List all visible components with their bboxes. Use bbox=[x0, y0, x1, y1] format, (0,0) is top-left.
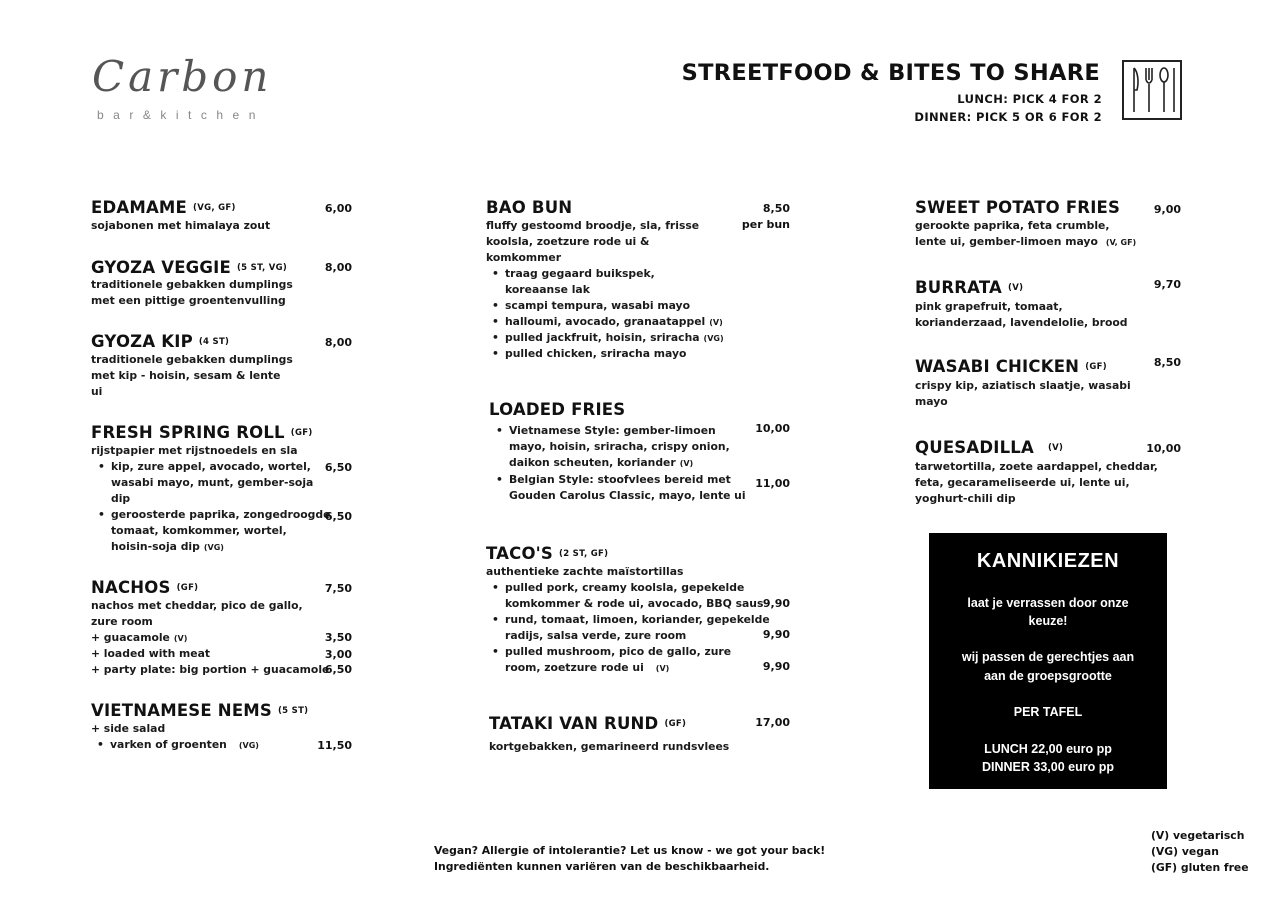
gyoza-kip-price: 8,00 bbox=[324, 336, 352, 349]
nachos-extra-price: 3,00 bbox=[324, 648, 352, 661]
burrata-desc: pink grapefruit, tomaat, bbox=[915, 300, 1063, 313]
gyoza-kip-desc: traditionele gebakken dumplings bbox=[91, 353, 293, 366]
footer-allergy: Vegan? Allergie of intolerantie? Let us know - we got your back! bbox=[434, 844, 826, 857]
loaded-fries-price: 10,00 bbox=[755, 422, 790, 435]
list-item: • pulled mushroom, pico de gallo, zure bbox=[505, 644, 731, 660]
spring-roll-price: 6,50 bbox=[324, 461, 352, 474]
nachos-extra: + party plate: big portion + guacamole bbox=[91, 663, 330, 676]
gyoza-kip-desc: ui bbox=[91, 385, 103, 398]
kannikiezen-title: KANNIKIEZEN bbox=[976, 550, 1120, 572]
nachos-extra: + guacamole (V) bbox=[91, 631, 188, 644]
logo-subtitle: bar&kitchen bbox=[97, 108, 265, 122]
tacos-price: 9,90 bbox=[762, 628, 790, 641]
burrata-price: 9,70 bbox=[1153, 278, 1181, 291]
kannikiezen-text: PER TAFEL bbox=[1013, 705, 1083, 719]
nachos-extra-price: 3,50 bbox=[324, 631, 352, 644]
list-item: • Vietnamese Style: gember-limoen bbox=[509, 423, 716, 439]
loaded-fries-title: LOADED FRIES bbox=[489, 400, 626, 419]
spring-roll-title: FRESH SPRING ROLL (GF) bbox=[91, 423, 313, 442]
bao-desc: fluffy gestoomd broodje, sla, frisse bbox=[486, 219, 700, 232]
list-item: komkommer & rode ui, avocado, BBQ saus bbox=[505, 597, 764, 610]
nachos-desc: zure room bbox=[91, 615, 153, 628]
list-item: wasabi mayo, munt, gember-soja bbox=[111, 476, 314, 489]
list-item: Gouden Carolus Classic, mayo, lente ui bbox=[509, 489, 746, 502]
gyoza-kip-title: GYOZA KIP (4 ST) bbox=[91, 332, 230, 351]
list-item: • halloumi, avocado, granaatappel (V) bbox=[505, 314, 723, 331]
tataki-title: TATAKI VAN RUND (GF) bbox=[489, 714, 687, 733]
legend-vegan: (VG) vegan bbox=[1151, 845, 1219, 858]
bao-price: 8,50 bbox=[762, 202, 790, 215]
nems-title: VIETNAMESE NEMS (5 ST) bbox=[91, 701, 309, 720]
legend-vegetarian: (V) vegetarisch bbox=[1151, 829, 1245, 842]
list-item: • traag gegaard buikspek, bbox=[505, 266, 655, 282]
sweet-potato-desc: gerookte paprika, feta crumble, bbox=[915, 219, 1110, 232]
list-item: • scampi tempura, wasabi mayo bbox=[505, 298, 690, 314]
tacos-title: TACO'S (2 ST, GF) bbox=[486, 544, 609, 563]
tacos-price: 9,90 bbox=[762, 660, 790, 673]
nachos-title: NACHOS (GF) bbox=[91, 578, 199, 597]
edamame-title: EDAMAME (VG, GF) bbox=[91, 198, 236, 217]
nachos-extra: + loaded with meat bbox=[91, 647, 211, 660]
list-item: radijs, salsa verde, zure room bbox=[505, 629, 687, 642]
spring-roll-price: 6,50 bbox=[324, 510, 352, 523]
bao-title: BAO BUN bbox=[486, 198, 573, 217]
footer-ingredients: Ingrediënten kunnen variëren van de beschikbaarheid. bbox=[434, 860, 770, 873]
lunch-rule: LUNCH: PICK 4 FOR 2 bbox=[957, 92, 1102, 106]
list-item: • geroosterde paprika, zongedroogde bbox=[111, 507, 330, 523]
cutlery-icon bbox=[1122, 60, 1182, 120]
legend-gluten-free: (GF) gluten free bbox=[1151, 861, 1249, 874]
list-item: • pulled pork, creamy koolsla, gepekelde bbox=[505, 580, 744, 596]
list-item: tomaat, komkommer, wortel, bbox=[111, 524, 287, 537]
gyoza-kip-desc: met kip - hoisin, sesam & lente bbox=[91, 369, 281, 382]
sweet-potato-desc: lente ui, gember-limoen mayo (V, GF) bbox=[915, 235, 1137, 248]
sweet-potato-price: 9,00 bbox=[1153, 203, 1181, 216]
dinner-rule: DINNER: PICK 5 OR 6 FOR 2 bbox=[914, 110, 1102, 124]
quesadilla-desc: yoghurt-chili dip bbox=[915, 492, 1016, 505]
list-item: • varken of groenten (VG) bbox=[110, 737, 259, 754]
list-item: • rund, tomaat, limoen, koriander, gepekelde bbox=[505, 612, 770, 628]
gyoza-veggie-desc: traditionele gebakken dumplings bbox=[91, 278, 293, 291]
bao-desc: komkommer bbox=[486, 251, 562, 264]
wasabi-chicken-price: 8,50 bbox=[1153, 356, 1181, 369]
bao-desc: koolsla, zoetzure rode ui & bbox=[486, 235, 650, 248]
list-item: room, zoetzure rode ui (V) bbox=[505, 661, 670, 674]
list-item: • pulled chicken, sriracha mayo bbox=[505, 346, 686, 362]
logo-script: Carbon bbox=[92, 52, 273, 101]
tacos-price: 9,90 bbox=[762, 597, 790, 610]
nems-price: 11,50 bbox=[317, 739, 352, 752]
list-item: • pulled jackfruit, hoisin, sriracha (VG) bbox=[505, 330, 724, 347]
quesadilla-desc: feta, gecarameliseerde ui, lente ui, bbox=[915, 476, 1130, 489]
nachos-extra-price: 6,50 bbox=[324, 663, 352, 676]
loaded-fries-price: 11,00 bbox=[755, 477, 790, 490]
spring-roll-desc: rijstpapier met rijstnoedels en sla bbox=[91, 444, 298, 457]
kannikiezen-text: keuze! bbox=[1028, 614, 1068, 628]
quesadilla-price: 10,00 bbox=[1146, 442, 1181, 455]
gyoza-veggie-desc: met een pittige groentenvulling bbox=[91, 294, 286, 307]
list-item: mayo, hoisin, sriracha, crispy onion, bbox=[509, 440, 730, 453]
tataki-price: 17,00 bbox=[755, 716, 790, 729]
tataki-desc: kortgebakken, gemarineerd rundsvlees bbox=[489, 740, 730, 753]
gyoza-veggie-price: 8,00 bbox=[324, 261, 352, 274]
nachos-desc: nachos met cheddar, pico de gallo, bbox=[91, 599, 303, 612]
gyoza-veggie-title: GYOZA VEGGIE (5 ST, VG) bbox=[91, 258, 288, 277]
kannikiezen-text: aan de groepsgrootte bbox=[984, 669, 1112, 683]
list-item: • kip, zure appel, avocado, wortel, bbox=[111, 459, 311, 475]
tacos-desc: authentieke zachte maïstortillas bbox=[486, 565, 684, 578]
list-item: • Belgian Style: stoofvlees bereid met bbox=[509, 472, 731, 488]
edamame-desc: sojabonen met himalaya zout bbox=[91, 219, 271, 232]
wasabi-chicken-desc: crispy kip, aziatisch slaatje, wasabi bbox=[915, 379, 1131, 392]
quesadilla-title: QUESADILLA (V) bbox=[915, 438, 1064, 457]
edamame-price: 6,00 bbox=[324, 202, 352, 215]
list-item: koreaanse lak bbox=[505, 283, 590, 296]
nachos-price: 7,50 bbox=[324, 582, 352, 595]
kannikiezen-price: LUNCH 22,00 euro pp bbox=[984, 742, 1112, 756]
burrata-desc: korianderzaad, lavendelolie, brood bbox=[915, 316, 1128, 329]
wasabi-chicken-desc: mayo bbox=[915, 395, 948, 408]
kannikiezen-price: DINNER 33,00 euro pp bbox=[982, 760, 1114, 774]
kannikiezen-box bbox=[929, 533, 1167, 789]
list-item: dip bbox=[111, 492, 131, 505]
page-title: STREETFOOD & BITES TO SHARE bbox=[681, 60, 1100, 86]
wasabi-chicken-title: WASABI CHICKEN (GF) bbox=[915, 357, 1107, 376]
list-item: daikon scheuten, koriander (V) bbox=[509, 456, 694, 469]
burrata-title: BURRATA (V) bbox=[915, 278, 1024, 297]
kannikiezen-text: wij passen de gerechtjes aan bbox=[961, 650, 1135, 664]
list-item: hoisin-soja dip (VG) bbox=[111, 540, 224, 553]
nems-desc: + side salad bbox=[91, 722, 166, 735]
bao-price-unit: per bun bbox=[741, 218, 790, 231]
sweet-potato-title: SWEET POTATO FRIES bbox=[915, 198, 1121, 217]
kannikiezen-text: laat je verrassen door onze bbox=[967, 596, 1129, 610]
quesadilla-desc: tarwetortilla, zoete aardappel, cheddar, bbox=[915, 460, 1158, 473]
